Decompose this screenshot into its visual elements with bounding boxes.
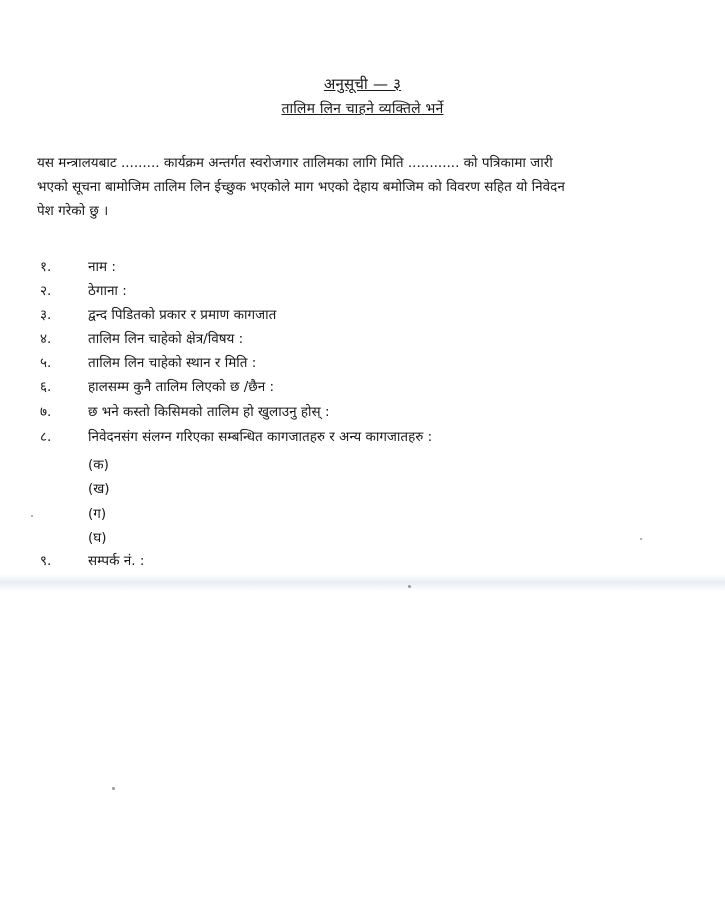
field-number: ९. bbox=[40, 553, 52, 569]
field-label: हालसम्म कुनै तालिम लिएको छ /छैन : bbox=[88, 379, 275, 395]
field-number: ८. bbox=[40, 429, 52, 445]
field-number: ५. bbox=[40, 355, 52, 371]
intro-line-3: पेश गरेको छु । bbox=[37, 203, 109, 219]
paper-speck bbox=[640, 538, 642, 540]
field-label: सम्पर्क नं. : bbox=[88, 553, 145, 569]
paper-speck bbox=[31, 515, 33, 517]
field-label: नाम : bbox=[88, 259, 116, 275]
intro-line-1: यस मन्त्रालयबाट ......... कार्यक्रम अन्तर्गत स्वरोजगार तालिमका लागि मिति ............ को पत्रिकामा जारी bbox=[37, 155, 553, 171]
field-label: तालिम लिन चाहेको क्षेत्र/विषय : bbox=[88, 331, 244, 347]
field-number: ३. bbox=[40, 307, 52, 323]
attachment-item-kha: (ख) bbox=[88, 481, 110, 497]
field-label: तालिम लिन चाहेको स्थान र मिति : bbox=[88, 355, 257, 371]
intro-paragraph bbox=[37, 151, 692, 223]
attachment-item-gha: (घ) bbox=[88, 530, 107, 546]
paper-speck bbox=[408, 585, 411, 588]
field-number: १. bbox=[40, 259, 52, 275]
form-title: अनुसूची — ३ bbox=[323, 75, 402, 93]
field-number: ४. bbox=[40, 331, 52, 347]
attachment-item-ga: (ग) bbox=[88, 506, 107, 522]
field-number: २. bbox=[40, 283, 52, 299]
field-number: ७. bbox=[40, 404, 52, 420]
paper-fold-mark bbox=[0, 574, 725, 592]
field-number: ६. bbox=[40, 379, 52, 395]
intro-line-2: भएको सूचना बामोजिम तालिम लिन ईच्छुक भएकोले माग भएको देहाय बमोजिम को विवरण सहित यो निवेदन bbox=[37, 179, 565, 195]
field-label: छ भने कस्तो किसिमको तालिम हो खुलाउनु होस् : bbox=[88, 404, 330, 420]
field-label: निवेदनसंग संलग्न गरिएका सम्बन्धित कागजातहरु र अन्य कागजातहरु : bbox=[88, 429, 433, 445]
field-label: ठेगाना : bbox=[88, 283, 127, 299]
attachment-item-ka: (क) bbox=[88, 457, 109, 473]
field-label: द्वन्द पिडितको प्रकार र प्रमाण कागजात bbox=[88, 307, 277, 323]
form-subtitle: तालिम लिन चाहने व्यक्तिले भर्ने bbox=[281, 101, 444, 117]
paper-speck bbox=[112, 787, 115, 790]
